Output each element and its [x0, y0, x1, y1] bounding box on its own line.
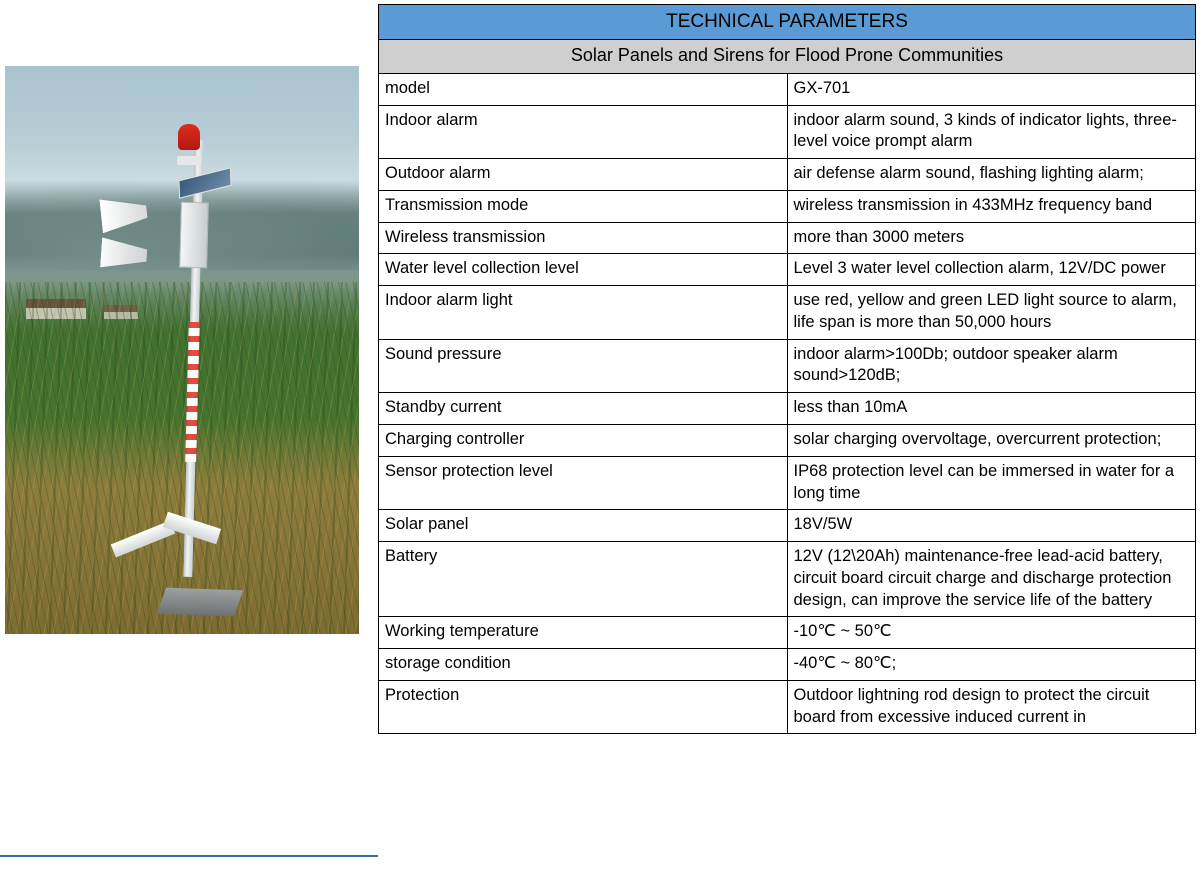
spec-key: Solar panel [379, 510, 788, 542]
specification-table-wrapper [378, 4, 1196, 734]
specification-table-body [379, 5, 1196, 734]
concrete-base [157, 587, 243, 616]
table-row [379, 680, 1196, 734]
spec-key: Transmission mode [379, 190, 788, 222]
table-row [379, 159, 1196, 191]
table-row [379, 393, 1196, 425]
spec-key: Sensor protection level [379, 456, 788, 510]
table-row [379, 105, 1196, 159]
specification-table [378, 4, 1196, 734]
spec-value: air defense alarm sound, flashing lighting alarm; [787, 159, 1196, 191]
spec-key: storage condition [379, 649, 788, 681]
spec-value: solar charging overvoltage, overcurrent protection; [787, 425, 1196, 457]
spec-value: indoor alarm>100Db; outdoor speaker alarm sound>120dB; [787, 339, 1196, 393]
grass-texture [5, 282, 359, 634]
spec-key: Wireless transmission [379, 222, 788, 254]
spec-value: 12V (12\20Ah) maintenance-free lead-acid battery, circuit board circuit charge and discharge protection design, can improve the service life of the battery [787, 542, 1196, 617]
spec-value: 18V/5W [787, 510, 1196, 542]
spec-value: -10℃ ~ 50℃ [787, 617, 1196, 649]
spec-value: GX-701 [787, 73, 1196, 105]
product-photo [5, 66, 359, 634]
table-title-row [379, 5, 1196, 40]
spec-value: IP68 protection level can be immersed in water for a long time [787, 456, 1196, 510]
table-row [379, 222, 1196, 254]
table-row [379, 617, 1196, 649]
spec-key: Protection [379, 680, 788, 734]
spec-value: Level 3 water level collection alarm, 12V/DC power [787, 254, 1196, 286]
spec-value: Outdoor lightning rod design to protect the circuit board from excessive induced current in [787, 680, 1196, 734]
table-row [379, 339, 1196, 393]
table-title: TECHNICAL PARAMETERS [379, 5, 1196, 40]
spec-key: Standby current [379, 393, 788, 425]
photo-background [5, 66, 359, 634]
table-subtitle: Solar Panels and Sirens for Flood Prone Communities [379, 40, 1196, 74]
spec-key: Sound pressure [379, 339, 788, 393]
table-row [379, 510, 1196, 542]
spec-key: model [379, 73, 788, 105]
spec-key: Working temperature [379, 617, 788, 649]
spec-value: more than 3000 meters [787, 222, 1196, 254]
table-subtitle-row [379, 40, 1196, 74]
control-box [179, 202, 209, 269]
spec-key: Outdoor alarm [379, 159, 788, 191]
footer-divider [0, 855, 378, 857]
table-row [379, 649, 1196, 681]
table-row [379, 254, 1196, 286]
spec-key: Indoor alarm [379, 105, 788, 159]
spec-key: Charging controller [379, 425, 788, 457]
spec-value: -40℃ ~ 80℃; [787, 649, 1196, 681]
table-row [379, 456, 1196, 510]
table-row [379, 190, 1196, 222]
table-row [379, 425, 1196, 457]
spec-key: Battery [379, 542, 788, 617]
spec-key: Water level collection level [379, 254, 788, 286]
table-row [379, 542, 1196, 617]
spec-value: less than 10mA [787, 393, 1196, 425]
table-row [379, 73, 1196, 105]
spec-value: indoor alarm sound, 3 kinds of indicator lights, three-level voice prompt alarm [787, 105, 1196, 159]
spec-value: use red, yellow and green LED light source to alarm, life span is more than 50,000 hours [787, 286, 1196, 340]
spec-key: Indoor alarm light [379, 286, 788, 340]
red-beacon-light [178, 124, 200, 150]
spec-value: wireless transmission in 433MHz frequency band [787, 190, 1196, 222]
table-row [379, 286, 1196, 340]
beacon-mount [177, 156, 201, 165]
